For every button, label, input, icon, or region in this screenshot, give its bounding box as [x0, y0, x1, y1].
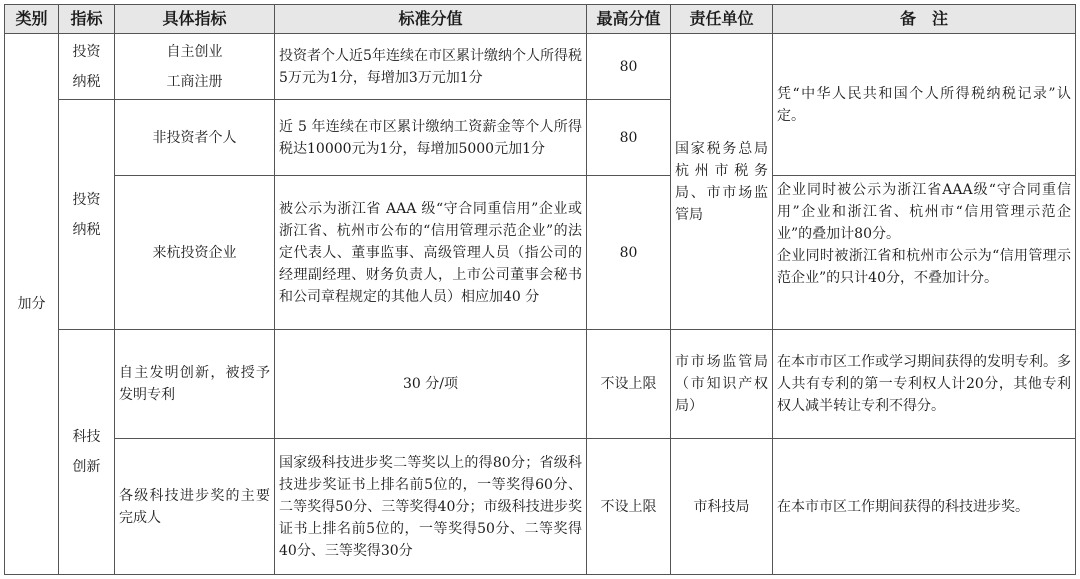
header-standard: 标准分值	[275, 5, 587, 34]
remarks-cell: 在本市市区工作期间获得的科技进步奖。	[773, 439, 1076, 575]
remarks-cell: 凭“中华人民共和国个人所得税纳税记录”认定。	[773, 34, 1076, 176]
header-category: 类别	[5, 5, 59, 34]
indicator-cell: 投资 纳税	[59, 34, 115, 100]
header-max: 最高分值	[587, 5, 671, 34]
table-row	[5, 439, 1076, 575]
specific-cell: 各级科技进步奖的主要完成人	[115, 439, 275, 575]
header-row	[5, 5, 1076, 34]
table-row	[5, 176, 1076, 330]
header-remarks: 备 注	[773, 5, 1076, 34]
max-cell: 不设上限	[587, 439, 671, 575]
specific-cell: 自主发明创新，被授予发明专利	[115, 330, 275, 439]
specific-cell: 来杭投资企业	[115, 176, 275, 330]
max-cell: 80	[587, 100, 671, 176]
standard-cell: 30 分/项	[275, 330, 587, 439]
remark-enterprise-stacked: 企业同时被公示为浙江省AAA级“守合同重信用”企业和浙江省、杭州市“信用管理示范企业”的叠加计80分。	[777, 182, 1071, 242]
remarks-cell	[773, 176, 1076, 330]
responsible-cell: 市科技局	[671, 439, 773, 575]
scoring-table	[4, 4, 1076, 575]
header-specific: 具体指标	[115, 5, 275, 34]
remarks-cell: 在本市市区工作或学习期间获得的发明专利。多人共有专利的第一专利权人计20分，其他专利权人减半转让专利不得分。	[773, 330, 1076, 439]
specific-cell: 非投资者个人	[115, 100, 275, 176]
responsible-cell: 国家税务总局杭州市税务局、市市场监管局	[671, 34, 773, 330]
specific-cell: 自主创业 工商注册	[115, 34, 275, 100]
standard-cell: 国家级科技进步奖二等奖以上的得80分；省级科技进步奖证书上排名前5位的，一等奖得60分、二等奖得50分、三等奖得40分；市级科技进步奖证书上排名前5位的，一等奖得50分、二等奖得40分、三等奖得30分	[275, 439, 587, 575]
category-cell: 加分	[5, 34, 59, 575]
responsible-cell: 市市场监管局（市知识产权局）	[671, 330, 773, 439]
max-cell: 不设上限	[587, 330, 671, 439]
policy-table-container	[4, 4, 1076, 575]
standard-cell: 投资者个人近5年连续在市区累计缴纳个人所得税5万元为1分，每增加3万元加1分	[275, 34, 587, 100]
remark-enterprise-single: 企业同时被浙江省和杭州市公示为“信用管理示范企业”的只计40分，不叠加计分。	[777, 248, 1071, 286]
table-row	[5, 34, 1076, 100]
table-row	[5, 330, 1076, 439]
header-indicator: 指标	[59, 5, 115, 34]
standard-cell: 被公示为浙江省 AAA 级“守合同重信用”企业或浙江省、杭州市公布的“信用管理示范企业”的法定代表人、董事监事、高级管理人员（指公司的经理副经理、财务负责人，上市公司董事会秘书和公司章程规定的其他人员）相应加40 分	[275, 176, 587, 330]
max-cell: 80	[587, 176, 671, 330]
header-responsible: 责任单位	[671, 5, 773, 34]
max-cell: 80	[587, 34, 671, 100]
standard-cell: 近 5 年连续在市区累计缴纳工资薪金等个人所得税达10000元为1分，每增加5000元加1分	[275, 100, 587, 176]
indicator-cell: 投资 纳税	[59, 100, 115, 330]
indicator-cell: 科技 创新	[59, 330, 115, 575]
